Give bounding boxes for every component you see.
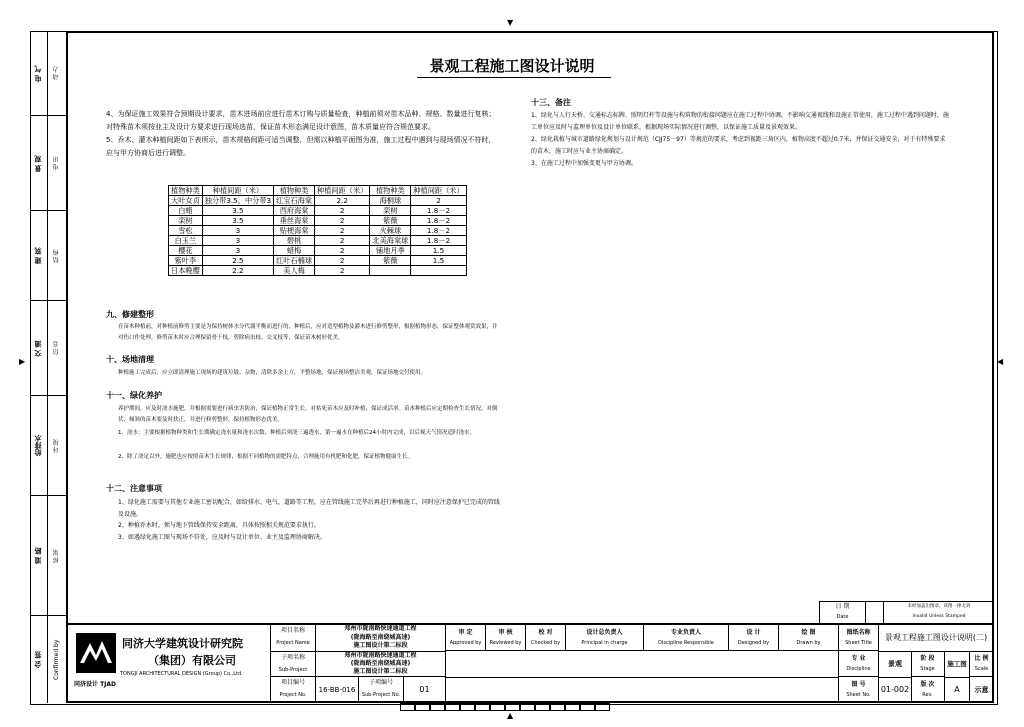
strip-label-cn2: 桥 梁 bbox=[53, 549, 60, 563]
sheet-title-label-cell bbox=[839, 625, 879, 651]
table-cell: 栾树 bbox=[370, 206, 411, 216]
sub-no-label-en: Sub-Project No. bbox=[361, 692, 401, 698]
role-label-en: Reviewed by bbox=[489, 640, 522, 646]
sub-project-cell bbox=[316, 652, 445, 677]
rev-label-en: Rev. bbox=[922, 692, 933, 698]
strip-cell-5 bbox=[30, 396, 66, 496]
ruler-tick bbox=[595, 703, 610, 711]
table-cell: 2 bbox=[411, 196, 466, 206]
table-row bbox=[169, 196, 467, 206]
strip-cell-2 bbox=[30, 116, 66, 211]
roles-block bbox=[446, 625, 839, 703]
ruler-tick bbox=[520, 703, 535, 711]
section-11-item-2: 2、除了浇足以外，施肥也应按照苗木生长规律，根据不同植物的需肥特点，合理施用有机肥和化肥，保证植物健康生长。 bbox=[118, 454, 414, 460]
project-info-block bbox=[271, 625, 446, 703]
sheet-title-label: 图纸名称 bbox=[846, 629, 871, 636]
sheet-title-label-en: Sheet Title bbox=[845, 640, 872, 646]
section-11-item-1: 1、浇水：主要根据植物种类和生长期确定浇水量和浇水次数，种植后须浇三遍透水，第一遍水在种植后24小时内完成，以后视天气情况适时浇水。 bbox=[118, 430, 476, 436]
project-name-cell bbox=[316, 625, 445, 652]
ruler-tick bbox=[400, 703, 415, 711]
date-stamp-block bbox=[819, 601, 994, 623]
sheet-no-label: 图 号 bbox=[851, 681, 866, 688]
ruler-tick bbox=[415, 703, 430, 711]
table-cell: 火棘球 bbox=[370, 226, 411, 236]
project-no-label-cell bbox=[271, 677, 316, 703]
role-discipline-responsible bbox=[644, 625, 729, 651]
table-header: 植物种类 bbox=[169, 186, 203, 196]
table-row bbox=[169, 256, 467, 266]
strip-label-cn2: 结 构 bbox=[53, 249, 60, 263]
planting-spacing-table bbox=[168, 185, 467, 276]
date-value bbox=[865, 602, 884, 623]
stamp-note-en: Invalid Unless Stamped bbox=[912, 614, 966, 619]
table-cell: 3.5 bbox=[202, 206, 273, 216]
ruler-tick bbox=[535, 703, 550, 711]
strip-cell-3 bbox=[30, 211, 66, 301]
strip-label-cn2: 信 息 bbox=[53, 341, 60, 356]
ruler-tick bbox=[505, 703, 520, 711]
table-cell: 蜡梅 bbox=[274, 246, 315, 256]
table-cell: 大叶女贞 bbox=[169, 196, 203, 206]
table-cell: 独分带3.5，中分带3 bbox=[202, 196, 273, 206]
table-cell: 2 bbox=[315, 266, 370, 276]
left-center-mark: ▶ bbox=[19, 357, 26, 366]
section-11-title: 十一、绿化养护 bbox=[106, 391, 162, 400]
section-11-body: 养护期间，应及时浇水施肥，并根据需要进行病虫害防治，保证植物正常生长，对枯死苗木应及时补植，保证成活率。苗木种植后应定期检查生长情况，对倒伏、倾斜的苗木要及时扶正，并进行修剪整形，保持植物形态优美。 bbox=[118, 406, 498, 423]
item-4: 4、为保证施工效果符合预期设计要求，苗木进场前应进行苗木订购与质量检查，种植前须对苗木品种、规格、数量进行复核；对特殊苗木须按业主及设计方要求进行现场选苗，保证苗木形态满足设计意图，苗木质量应符合规范要求。 bbox=[106, 110, 496, 131]
table-cell: 紫薇 bbox=[370, 216, 411, 226]
company-name-cn: 同济大学建筑设计研究院 bbox=[122, 637, 243, 650]
table-cell: 美人梅 bbox=[274, 266, 315, 276]
company-name-cn-2: （集团）有限公司 bbox=[148, 654, 236, 667]
ruler-tick bbox=[445, 703, 460, 711]
table-cell: 日本晚樱 bbox=[169, 266, 203, 276]
project-no-label-en: Project No. bbox=[279, 692, 307, 698]
strip-label-cn: 给排水 bbox=[34, 435, 42, 457]
role-label-en: Discipline Responsible bbox=[658, 640, 714, 646]
strip-label-cn2: 环 境 bbox=[53, 439, 60, 453]
table-cell: 白蜡 bbox=[169, 206, 203, 216]
project-no-label: 项目编号 bbox=[280, 679, 305, 686]
stage-label: 阶 段 bbox=[920, 655, 935, 662]
title-block bbox=[66, 623, 994, 703]
roles-divider bbox=[446, 677, 838, 678]
sub-project-line-2: (陇海路至南绕城高速) bbox=[350, 660, 411, 667]
role-label: 设 计 bbox=[746, 629, 761, 636]
discipline-label-cell bbox=[839, 651, 879, 677]
strip-label-cn: 电 气 bbox=[34, 65, 42, 82]
right-center-mark: ◀ bbox=[997, 357, 1004, 366]
page-title: 景观工程施工图设计说明 bbox=[429, 57, 595, 75]
strip-cell-7 bbox=[30, 616, 66, 703]
table-cell: 2 bbox=[315, 216, 370, 226]
section-12-title: 十二、注意事项 bbox=[106, 484, 162, 493]
section-13-body bbox=[531, 110, 951, 170]
sub-project-line-3: 施工图设计第二标段 bbox=[353, 668, 408, 675]
left-signature-strip bbox=[30, 31, 66, 703]
strip-label-cn: 道 路 bbox=[34, 547, 42, 565]
project-name-label: 项目名称 bbox=[280, 627, 305, 634]
table-cell: 2.2 bbox=[202, 266, 273, 276]
role-label: 专业负责人 bbox=[670, 629, 701, 636]
section-10-title: 十、场地清理 bbox=[106, 355, 154, 364]
role-label-en: Drawn by bbox=[796, 640, 821, 646]
sub-project: 郑州市陇南路快速通道工程 bbox=[344, 652, 417, 659]
table-cell: 铺地月季 bbox=[370, 246, 411, 256]
table-cell: 2 bbox=[315, 256, 370, 266]
table-header: 种植间距（米） bbox=[411, 186, 466, 196]
title-underline bbox=[417, 77, 611, 78]
table-row bbox=[169, 246, 467, 256]
table-cell: 海桐球 bbox=[370, 196, 411, 206]
table-header: 植物种类 bbox=[370, 186, 411, 196]
role-label-en: Designed by bbox=[737, 640, 770, 646]
table-header: 种植间距（米） bbox=[202, 186, 273, 196]
table-cell: 2 bbox=[315, 246, 370, 256]
section-10-body: 种植施工完成后，应立即清理施工现场的建筑垃圾、杂物，清除多余土方，平整场地，保证现场整洁美观，保证场地交付使用。 bbox=[118, 370, 427, 376]
role-label: 绘 图 bbox=[801, 629, 816, 636]
project-no: 16-BB-016 bbox=[316, 677, 359, 703]
table-cell: 3 bbox=[202, 236, 273, 246]
table-cell: 1.8－2 bbox=[411, 226, 466, 236]
date-label-cell bbox=[820, 602, 866, 623]
project-name-label-cell bbox=[271, 625, 316, 652]
ruler-tick bbox=[460, 703, 475, 711]
role-reviewed bbox=[486, 625, 526, 651]
table-cell: 1.5 bbox=[411, 256, 466, 266]
table-cell: 2 bbox=[315, 206, 370, 216]
section-12-item-1: 1、绿化施工需要与其他专业施工密切配合，如给排水、电气、道路等工程，应在管线施工完毕后再进行种植施工，同时应注意保护已完成的管线及设施。 bbox=[118, 499, 500, 518]
table-cell: 紫薇 bbox=[370, 256, 411, 266]
sub-project-label-cell bbox=[271, 652, 316, 677]
discipline-label-en: Discipline bbox=[846, 666, 871, 672]
scale-value: 示意 bbox=[974, 686, 989, 694]
table-cell: 1.8－2 bbox=[411, 216, 466, 226]
role-designed bbox=[729, 625, 779, 651]
item-5: 5、乔木、灌木种植间距如下表所示，苗木规格间距可适当调整，但需以种植平面图为准，施工过程中遇到与现场情况不符时，应与甲方协商后进行调整。 bbox=[106, 136, 496, 157]
section-13-item-2: 2、绿化栽植与城市道路绿化规划与设计规范（CJJ75－97）等规范的要求，考虑到视距三角区内，植物高度不超过0.7米，并保证交通安全，对于有特殊要求的苗木，施工时应与业主协商确定。 bbox=[531, 136, 946, 155]
role-label: 审 定 bbox=[458, 629, 473, 636]
sub-no-label: 子项编号 bbox=[368, 679, 393, 686]
table-cell: 2.2 bbox=[315, 196, 370, 206]
section-12-item-2: 2、种植乔木时，须与地下管线保持安全距离，具体按照相关规范要求执行。 bbox=[118, 522, 320, 529]
strip-label-cn: 建 筑 bbox=[34, 247, 42, 265]
ruler-tick bbox=[550, 703, 565, 711]
sheet-no: 01-002 bbox=[879, 677, 912, 703]
section-13-item-3: 3、在施工过程中加强变更与甲方协调。 bbox=[531, 160, 637, 167]
role-drawn bbox=[779, 625, 838, 651]
section-12-body bbox=[118, 497, 501, 543]
table-cell: 1.5 bbox=[411, 246, 466, 256]
table-row bbox=[169, 206, 467, 216]
rev-label-cell bbox=[911, 677, 945, 703]
scale-label-en: Scale bbox=[974, 666, 989, 672]
left-column bbox=[106, 108, 501, 160]
ruler-tick bbox=[490, 703, 505, 711]
role-label-en: Approved by bbox=[449, 640, 482, 646]
table-row bbox=[169, 266, 467, 276]
bottom-ruler bbox=[400, 703, 610, 715]
section-13-item-1: 1、绿化与人行天桥、交通标志标牌、照明灯杆等设施与构筑物的衔接问题应在施工过程中协调，不影响交通视线和设施正常使用，施工过程中遇到问题时，施工单位应及时与监理单位及设计单位联系，根据现场实际情况进行调整，以保证施工质量及景观效果。 bbox=[531, 112, 949, 131]
table-cell: 樱花 bbox=[169, 246, 203, 256]
sub-project-label-en: Sub-Project bbox=[278, 667, 308, 673]
table-cell: 2 bbox=[315, 236, 370, 246]
table-cell: 2.5 bbox=[202, 256, 273, 266]
project-name-line-3: 施工图设计第二标段 bbox=[353, 642, 408, 649]
sub-project-label: 子项名称 bbox=[280, 654, 305, 661]
company-name-en: TONGJI ARCHITECTURAL DESIGN (Group) Co.,Ltd. bbox=[120, 671, 243, 677]
strip-label-cn2: 电 讯 bbox=[53, 156, 60, 171]
bottom-center-mark: ▲ bbox=[507, 711, 514, 720]
ruler-tick bbox=[565, 703, 580, 711]
table-cell: 碧桃 bbox=[274, 236, 315, 246]
table-row bbox=[169, 216, 467, 226]
sub-no-label-cell bbox=[359, 677, 404, 703]
strip-label-cn: 会 签 bbox=[34, 651, 42, 668]
section-12-item-3: 3、如遇绿化施工图与现场不符处，应及时与设计单位、业主及监理协商解决。 bbox=[118, 533, 326, 541]
table-cell: 红叶石楠球 bbox=[274, 256, 315, 266]
role-label-en: Checked by bbox=[530, 640, 561, 646]
tjad-logo-icon bbox=[76, 633, 116, 673]
role-label: 审 核 bbox=[498, 629, 513, 636]
table-header-row bbox=[169, 186, 467, 196]
sub-no: 01 bbox=[419, 685, 430, 694]
table-cell: 贴梗海棠 bbox=[274, 226, 315, 236]
strip-label-en: Confirmed by bbox=[53, 639, 60, 680]
strip-label-cn: 景 观 bbox=[34, 155, 42, 172]
strip-label-cn: 交 通 bbox=[34, 340, 42, 357]
discipline-label: 专 业 bbox=[851, 655, 866, 662]
sheet-title: 景观工程施工图设计说明(二) bbox=[879, 625, 993, 652]
ruler-tick bbox=[430, 703, 445, 711]
table-cell: 3 bbox=[202, 246, 273, 256]
table-cell: 1.8－2 bbox=[411, 206, 466, 216]
strip-cell-6 bbox=[30, 496, 66, 616]
section-9-title: 九、修建整形 bbox=[106, 310, 154, 319]
role-label: 设计总负责人 bbox=[586, 629, 623, 636]
date-label-en: Date bbox=[836, 614, 849, 620]
stamp-note: 未经加盖出图章，该图一律无效 bbox=[907, 604, 971, 609]
sheet-no-label-en: Sheet No. bbox=[846, 692, 871, 698]
role-label: 校 对 bbox=[538, 629, 553, 636]
stage-label-cell bbox=[911, 651, 945, 677]
role-approved bbox=[446, 625, 486, 651]
date-label: 日 期 bbox=[835, 603, 850, 610]
role-principal bbox=[566, 625, 644, 651]
logo-caption: 同济设计 TJAD bbox=[74, 681, 117, 688]
table-cell: 红宝石海棠 bbox=[274, 196, 315, 206]
table-cell bbox=[411, 266, 466, 276]
table-cell: 西府海棠 bbox=[274, 206, 315, 216]
sheet-info-block bbox=[839, 625, 994, 703]
discipline-value: 景观 bbox=[879, 651, 912, 678]
ruler-tick bbox=[580, 703, 595, 711]
table-cell: 1.8－2 bbox=[411, 236, 466, 246]
table-cell: 2 bbox=[315, 226, 370, 236]
project-name: 郑州市陇南路快速通道工程 bbox=[344, 625, 417, 632]
stamp-note-cell bbox=[884, 602, 994, 623]
role-checked bbox=[526, 625, 566, 651]
table-cell: 雪松 bbox=[169, 226, 203, 236]
section-13-title: 十三、备注 bbox=[531, 98, 571, 107]
rev-label: 版 次 bbox=[920, 681, 935, 688]
table-cell bbox=[370, 266, 411, 276]
top-center-mark: ▼ bbox=[507, 18, 514, 27]
project-name-line-2: (陇海路至南绕城高速) bbox=[350, 633, 411, 641]
table-cell: 栾树 bbox=[169, 216, 203, 226]
table-cell: 北美海棠球 bbox=[370, 236, 411, 246]
table-row bbox=[169, 226, 467, 236]
ruler-tick bbox=[475, 703, 490, 711]
table-cell: 3 bbox=[202, 226, 273, 236]
role-label-en: Principal in charge bbox=[581, 640, 628, 646]
stage-label-en: Stage bbox=[920, 666, 935, 672]
table-header: 植物种类 bbox=[274, 186, 315, 196]
company-block bbox=[66, 625, 271, 703]
table-cell: 3.5 bbox=[202, 216, 273, 226]
strip-label-cn2: 动 力 bbox=[53, 66, 60, 81]
section-9-body: 在苗木种植前，对种植前修剪主要是为保持树体水分代谢平衡而进行的，种植后，应对造型植物及灌木进行修剪整形，根据植物形态，保证整体观赏效果，并对伤口作处理。修剪苗木时应合理保留骨干枝，剪除病虫枝、交叉枝等，保证苗木树形优美。 bbox=[118, 324, 498, 341]
table-header: 种植间距（米） bbox=[315, 186, 370, 196]
table-cell: 垂丝海棠 bbox=[274, 216, 315, 226]
scale-label-cell bbox=[969, 651, 994, 677]
scale-label: 比 例 bbox=[974, 655, 989, 662]
project-name-label-en: Project Name bbox=[276, 640, 310, 646]
stage-value: 施工图 bbox=[945, 651, 970, 678]
table-row bbox=[169, 236, 467, 246]
rev-value: A bbox=[945, 677, 970, 703]
strip-cell-4 bbox=[30, 301, 66, 396]
sheet-no-label-cell bbox=[839, 677, 879, 703]
table-cell: 白玉兰 bbox=[169, 236, 203, 246]
table-cell: 紫叶李 bbox=[169, 256, 203, 266]
